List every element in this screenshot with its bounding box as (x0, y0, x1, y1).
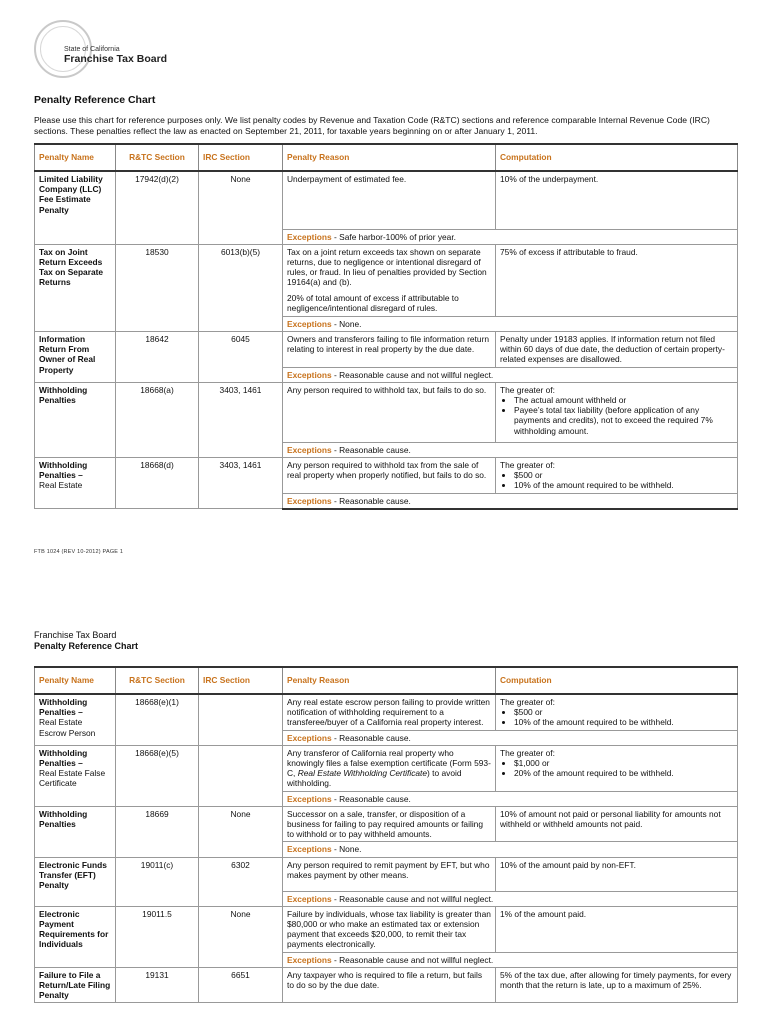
irc-section: None (199, 171, 283, 244)
irc-section: 6013(b)(5) (199, 244, 283, 331)
state-label: State of California (64, 46, 120, 53)
irc-section: 6651 (199, 967, 283, 1003)
computation: The greater of: • $1,000 or • 20% of the amount required to be withheld. (496, 745, 738, 791)
col-irc-section: IRC Section (199, 144, 283, 171)
penalty-reason: Successor on a sale, transfer, or disposition of a business for failing to pay required amounts or failing to withhold or to pay withheld amounts. (283, 806, 496, 842)
table-row (35, 906, 738, 952)
penalty-name: Electronic Payment Requirements for Individuals (35, 906, 116, 967)
rtc-section: 18668(a) (116, 382, 199, 457)
rtc-section: 18642 (116, 331, 199, 382)
rtc-section: 18668(d) (116, 457, 199, 508)
computation: 75% of excess if attributable to fraud. (496, 244, 738, 316)
col-penalty-name: Penalty Name (35, 144, 116, 171)
penalty-reason: Owners and transferors failing to file information return relating to interest in real property by the due date. (283, 331, 496, 367)
computation: 10% of amount not paid or personal liability for amounts not withheld or withheld amounts not paid. (496, 806, 738, 842)
col-penalty-reason: Penalty Reason (283, 144, 496, 171)
irc-section: 3403, 1461 (199, 382, 283, 457)
penalty-name: Withholding Penalties – Real Estate (35, 457, 116, 508)
exceptions: Exceptions - None. (283, 842, 738, 857)
penalty-reason: Any transferor of California real property who knowingly files a false exemption certificate (Form 593-C, Real Estate Withholding Certificate) to avoid withholding. (283, 745, 496, 791)
penalty-reason: Any person required to withhold tax from the sale of real property when properly notified, but fails to do so. (283, 457, 496, 493)
rtc-section: 17942(d)(2) (116, 171, 199, 244)
col-penalty-reason: Penalty Reason (283, 667, 496, 694)
computation: 10% of the underpayment. (496, 171, 738, 229)
intro-paragraph: Please use this chart for reference purposes only. We list penalty codes by Revenue and Taxation Code (R&TC) sections and reference comparable Internal Revenue Code (IRC) sections. These penalties reflect the law as enacted on September 21, 2011, for taxable years beginning on or after January 1, 2011. (34, 115, 710, 136)
col-computation: Computation (496, 144, 738, 171)
computation: 5% of the tax due, after allowing for timely payments, for every month that the return is late, up to a maximum of 25%. (496, 967, 738, 1003)
agency-brand (64, 46, 167, 65)
exceptions: Exceptions - Reasonable cause. (283, 493, 738, 509)
rtc-section: 19011(c) (116, 857, 199, 906)
irc-section (199, 745, 283, 806)
exceptions: Exceptions - Reasonable cause. (283, 791, 738, 806)
col-irc-section: IRC Section (199, 667, 283, 694)
page-title: Penalty Reference Chart (34, 94, 156, 106)
table-row (35, 745, 738, 791)
exceptions: Exceptions - None. (283, 316, 738, 331)
penalty-name: Withholding Penalties (35, 806, 116, 857)
computation: 1% of the amount paid. (496, 906, 738, 952)
irc-section: None (199, 906, 283, 967)
table-row (35, 694, 738, 730)
penalty-reason: Any taxpayer who is required to file a return, but fails to do so by the due date. (283, 967, 496, 1003)
penalty-table-page2 (34, 666, 738, 1003)
page2-agency: Franchise Tax Board (34, 630, 117, 640)
penalty-name: Electronic Funds Transfer (EFT) Penalty (35, 857, 116, 906)
computation: Penalty under 19183 applies. If information return not filed within 60 days of due date, the deduction of certain property-related expenses are disallowed. (496, 331, 738, 367)
rtc-section: 19131 (116, 967, 199, 1003)
penalty-reason: Tax on a joint return exceeds tax shown on separate returns, due to negligence or intentional disregard of rules, or fraud. In lieu of penalties provided by Section 19164(a) and (b). 20% of total amount of excess if attributable to negligence/intentional disregard of rules. (283, 244, 496, 316)
table-row (35, 244, 738, 316)
col-rtc-section: R&TC Section (116, 144, 199, 171)
penalty-name: Information Return From Owner of Real Property (35, 331, 116, 382)
rtc-section: 18668(e)(1) (116, 694, 199, 745)
table-row (35, 457, 738, 493)
table-row (35, 171, 738, 229)
irc-section: None (199, 806, 283, 857)
penalty-name: Withholding Penalties – Real Estate False Certificate (35, 745, 116, 806)
col-rtc-section: R&TC Section (116, 667, 199, 694)
agency-name: Franchise Tax Board (64, 53, 168, 65)
table-row (35, 806, 738, 842)
exceptions: Exceptions - Reasonable cause and not willful neglect. (283, 367, 738, 382)
exceptions: Exceptions - Reasonable cause and not willful neglect. (283, 952, 738, 967)
exceptions: Exceptions - Reasonable cause. (283, 730, 738, 745)
irc-section: 6302 (199, 857, 283, 906)
table-header-row (35, 144, 738, 171)
table-header-row (35, 667, 738, 694)
computation: The greater of: • $500 or • 10% of the amount required to be withheld. (496, 457, 738, 493)
table-row (35, 382, 738, 442)
page2-title: Penalty Reference Chart (34, 641, 139, 651)
penalty-reason: Failure by individuals, whose tax liability is greater than $80,000 or who make an estimated tax or extension payment that exceeds $20,000, to remit their tax payments electronically. (283, 906, 496, 952)
penalty-reason: Underpayment of estimated fee. (283, 171, 496, 229)
rtc-section: 18668(e)(5) (116, 745, 199, 806)
rtc-section: 18669 (116, 806, 199, 857)
computation: The greater of: • $500 or • 10% of the amount required to be withheld. (496, 694, 738, 730)
page2-header (34, 630, 138, 652)
irc-section: 3403, 1461 (199, 457, 283, 508)
penalty-name: Withholding Penalties – Real Estate Escrow Person (35, 694, 116, 745)
col-penalty-name: Penalty Name (35, 667, 116, 694)
penalty-name: Limited Liability Company (LLC) Fee Estimate Penalty (35, 171, 116, 244)
computation: 10% of the amount paid by non-EFT. (496, 857, 738, 891)
penalty-reason: Any real estate escrow person failing to provide written notification of withholding requirement to a transferee/buyer of a California real property interest. (283, 694, 496, 730)
penalty-reason: Any person required to remit payment by EFT, but who makes payment by other means. (283, 857, 496, 891)
rtc-section: 19011.5 (116, 906, 199, 967)
penalty-reason: Any person required to withhold tax, but fails to do so. (283, 382, 496, 442)
irc-section: 6045 (199, 331, 283, 382)
penalty-table-page1 (34, 143, 738, 510)
irc-section (199, 694, 283, 745)
table-row (35, 967, 738, 1003)
col-computation: Computation (496, 667, 738, 694)
penalty-name: Tax on Joint Return Exceeds Tax on Separate Returns (35, 244, 116, 331)
table-row (35, 331, 738, 367)
rtc-section: 18530 (116, 244, 199, 331)
exceptions: Exceptions - Reasonable cause and not willful neglect. (283, 891, 738, 906)
penalty-name: Failure to File a Return/Late Filing Penalty (35, 967, 116, 1003)
exceptions: Exceptions - Reasonable cause. (283, 442, 738, 457)
page-footer: FTB 1024 (REV 10-2012) PAGE 1 (34, 549, 124, 555)
exceptions: Exceptions - Safe harbor-100% of prior year. (283, 229, 738, 244)
computation: The greater of: • The actual amount withheld or • Payee’s total tax liability (before application of any payments and credits), not to exceed the required 7% withholding amount. (496, 382, 738, 442)
table-row (35, 857, 738, 891)
penalty-name: Withholding Penalties (35, 382, 116, 457)
